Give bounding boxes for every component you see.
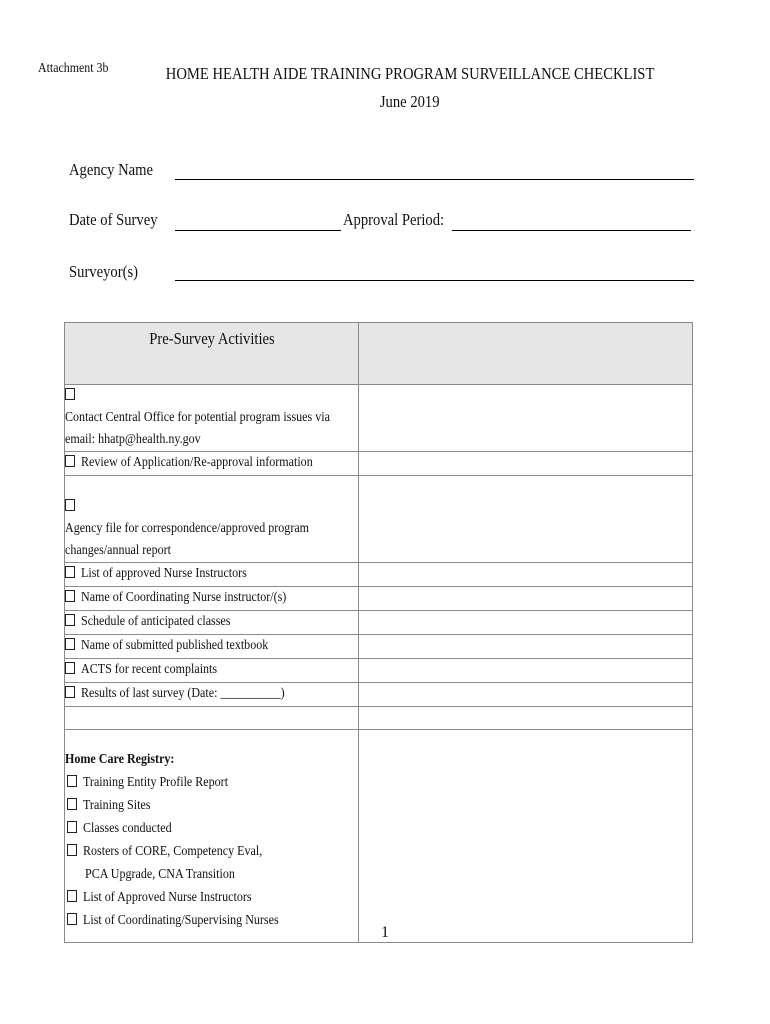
registry-item: Classes conducted <box>83 821 172 836</box>
checkbox[interactable] <box>65 388 75 400</box>
row-text: Review of Application/Re-approval information <box>81 455 313 470</box>
table-row <box>65 635 693 659</box>
table-row <box>65 385 693 452</box>
checkbox[interactable] <box>65 662 75 674</box>
checkbox[interactable] <box>65 638 75 650</box>
row-text: Agency file for correspondence/approved program <box>65 521 310 536</box>
notes-cell[interactable] <box>359 611 693 635</box>
agency-name-field[interactable] <box>175 179 694 180</box>
checkbox[interactable] <box>65 455 75 467</box>
table-row <box>65 452 693 476</box>
pre-survey-header: Pre-Survey Activities <box>65 323 359 385</box>
page-date: June 2019 <box>380 92 440 111</box>
notes-cell[interactable] <box>359 659 693 683</box>
registry-title: Home Care Registry: <box>65 752 175 767</box>
date-of-survey-field[interactable] <box>175 230 341 231</box>
table-row <box>65 563 693 587</box>
registry-item-continuation: PCA Upgrade, CNA Transition <box>85 867 235 882</box>
registry-item: Rosters of CORE, Competency Eval, <box>83 844 263 859</box>
row-text: email: hhatp@health.ny.gov <box>65 432 201 447</box>
notes-cell[interactable] <box>359 707 693 730</box>
notes-cell[interactable] <box>359 635 693 659</box>
checkbox[interactable] <box>67 844 77 856</box>
checkbox[interactable] <box>67 775 77 787</box>
row-text: changes/annual report <box>65 543 171 558</box>
date-of-survey-label: Date of Survey <box>69 210 158 229</box>
table-row <box>65 683 693 707</box>
row-text: Name of submitted published textbook <box>81 638 269 653</box>
checkbox[interactable] <box>67 821 77 833</box>
table-row <box>65 476 693 563</box>
table-header-row <box>65 323 693 385</box>
notes-cell[interactable] <box>359 683 693 707</box>
page-title: HOME HEALTH AIDE TRAINING PROGRAM SURVEILLANCE CHECKLIST <box>165 64 655 83</box>
row-text: Contact Central Office for potential program issues via <box>65 410 330 425</box>
checkbox[interactable] <box>67 798 77 810</box>
notes-cell[interactable] <box>359 587 693 611</box>
row-text: Results of last survey (Date: __________) <box>81 686 285 701</box>
registry-item: List of Coordinating/Supervising Nurses <box>83 913 279 928</box>
table-row <box>65 611 693 635</box>
surveyors-label: Surveyor(s) <box>69 262 139 281</box>
row-text: Name of Coordinating Nurse instructor/(s) <box>81 590 287 605</box>
table-row-empty <box>65 707 693 730</box>
notes-cell[interactable] <box>359 730 693 943</box>
notes-cell[interactable] <box>359 563 693 587</box>
table-row <box>65 587 693 611</box>
pre-survey-table <box>64 322 693 943</box>
registry-item: Training Entity Profile Report <box>83 775 229 790</box>
page-number: 1 <box>381 924 389 941</box>
approval-period-field[interactable] <box>452 230 691 231</box>
surveyors-field[interactable] <box>175 280 694 281</box>
checkbox[interactable] <box>65 566 75 578</box>
checkbox[interactable] <box>65 686 75 698</box>
row-text: List of approved Nurse Instructors <box>81 566 247 581</box>
row-text: ACTS for recent complaints <box>81 662 218 677</box>
table-row <box>65 659 693 683</box>
checkbox[interactable] <box>65 614 75 626</box>
notes-cell[interactable] <box>359 385 693 452</box>
registry-row <box>65 730 693 943</box>
checkbox[interactable] <box>65 590 75 602</box>
notes-cell[interactable] <box>359 452 693 476</box>
checkbox[interactable] <box>65 499 75 511</box>
registry-item: Training Sites <box>83 798 151 813</box>
attachment-label: Attachment 3b <box>38 61 109 76</box>
notes-cell[interactable] <box>359 476 693 563</box>
notes-header <box>359 323 693 385</box>
checkbox[interactable] <box>67 890 77 902</box>
approval-period-label: Approval Period: <box>343 210 445 229</box>
registry-item: List of Approved Nurse Instructors <box>83 890 252 905</box>
agency-name-label: Agency Name <box>69 160 154 179</box>
row-text: Schedule of anticipated classes <box>81 614 231 629</box>
